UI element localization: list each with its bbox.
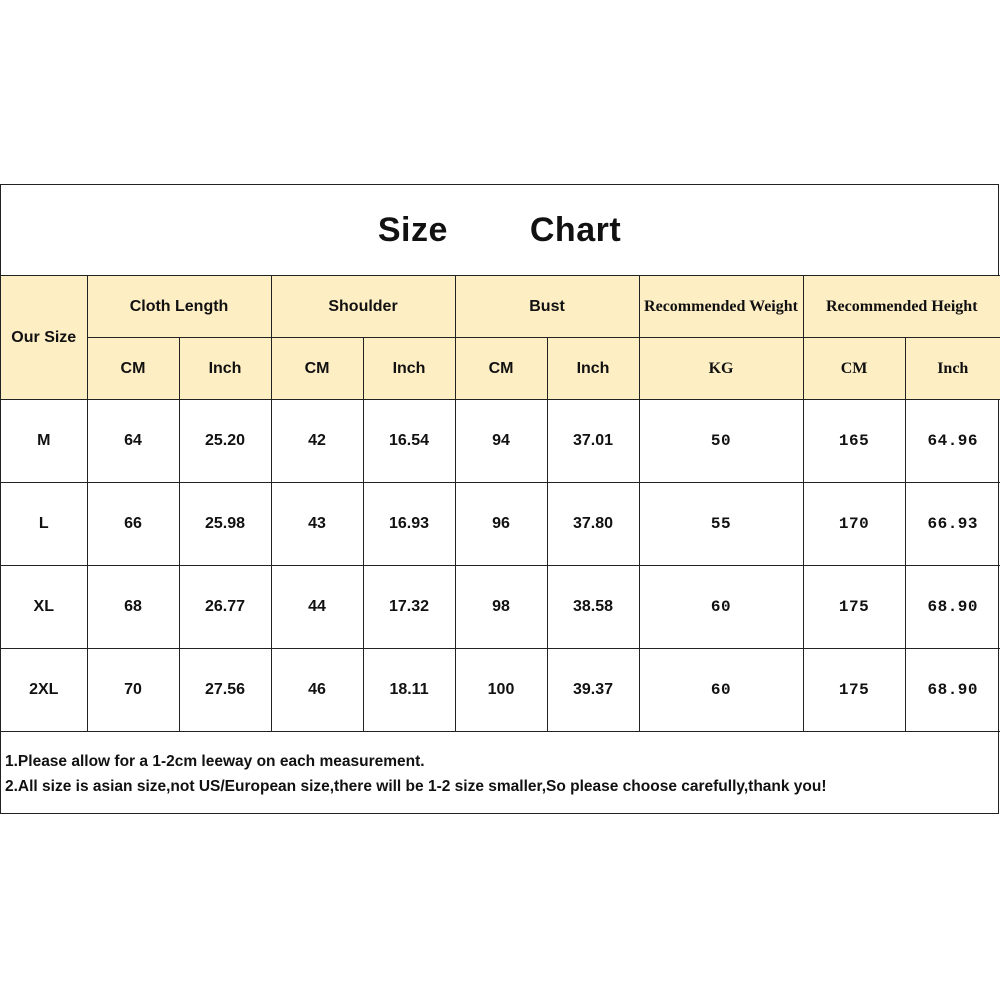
- cell-bust-inch: 38.58: [547, 566, 639, 649]
- col-bust: Bust: [455, 276, 639, 338]
- cell-length-inch: 25.98: [179, 483, 271, 566]
- cell-bust-inch: 37.01: [547, 400, 639, 483]
- col-cloth-length: Cloth Length: [87, 276, 271, 338]
- cell-height-cm: 170: [803, 483, 905, 566]
- size-table: [1, 275, 1000, 732]
- cell-bust-inch: 37.80: [547, 483, 639, 566]
- cell-length-cm: 66: [87, 483, 179, 566]
- title-word-chart: Chart: [529, 210, 622, 249]
- unit-length-inch: Inch: [179, 338, 271, 400]
- unit-bust-inch: Inch: [547, 338, 639, 400]
- title-word-size: Size: [377, 210, 448, 249]
- size-chart: [0, 184, 999, 814]
- size-notes: [5, 749, 995, 799]
- cell-size: M: [1, 400, 87, 483]
- cell-weight-kg: 55: [639, 483, 803, 566]
- cell-bust-inch: 39.37: [547, 649, 639, 732]
- cell-height-cm: 175: [803, 566, 905, 649]
- cell-length-inch: 27.56: [179, 649, 271, 732]
- cell-size: XL: [1, 566, 87, 649]
- table-row: [1, 649, 1000, 732]
- col-recommended-weight: Recommended Weight: [639, 276, 803, 338]
- note-leeway: 1.Please allow for a 1-2cm leeway on each measurement.: [5, 753, 425, 770]
- unit-weight-kg: KG: [639, 338, 803, 400]
- cell-bust-cm: 96: [455, 483, 547, 566]
- cell-shoulder-inch: 18.11: [363, 649, 455, 732]
- unit-shoulder-cm: CM: [271, 338, 363, 400]
- cell-weight-kg: 50: [639, 400, 803, 483]
- table-row: [1, 566, 1000, 649]
- cell-height-inch: 68.90: [905, 649, 1000, 732]
- cell-shoulder-cm: 44: [271, 566, 363, 649]
- cell-height-inch: 68.90: [905, 566, 1000, 649]
- cell-height-cm: 165: [803, 400, 905, 483]
- cell-size: 2XL: [1, 649, 87, 732]
- cell-size: L: [1, 483, 87, 566]
- cell-shoulder-inch: 16.93: [363, 483, 455, 566]
- cell-weight-kg: 60: [639, 649, 803, 732]
- unit-height-inch: Inch: [905, 338, 1000, 400]
- unit-height-cm: CM: [803, 338, 905, 400]
- cell-length-cm: 64: [87, 400, 179, 483]
- col-recommended-height: Recommended Height: [803, 276, 1000, 338]
- cell-height-inch: 66.93: [905, 483, 1000, 566]
- cell-height-cm: 175: [803, 649, 905, 732]
- cell-bust-cm: 94: [455, 400, 547, 483]
- cell-length-cm: 70: [87, 649, 179, 732]
- cell-shoulder-cm: 43: [271, 483, 363, 566]
- cell-length-inch: 25.20: [179, 400, 271, 483]
- cell-shoulder-cm: 46: [271, 649, 363, 732]
- unit-length-cm: CM: [87, 338, 179, 400]
- cell-shoulder-inch: 16.54: [363, 400, 455, 483]
- note-asian-size: 2.All size is asian size,not US/European size,there will be 1-2 size smaller,So please choose carefully,thank you!: [5, 778, 827, 795]
- unit-shoulder-inch: Inch: [363, 338, 455, 400]
- cell-bust-cm: 100: [455, 649, 547, 732]
- cell-height-inch: 64.96: [905, 400, 1000, 483]
- col-shoulder: Shoulder: [271, 276, 455, 338]
- cell-shoulder-cm: 42: [271, 400, 363, 483]
- cell-shoulder-inch: 17.32: [363, 566, 455, 649]
- cell-bust-cm: 98: [455, 566, 547, 649]
- table-row: [1, 400, 1000, 483]
- chart-title: [1, 185, 998, 275]
- table-row: [1, 483, 1000, 566]
- cell-length-cm: 68: [87, 566, 179, 649]
- cell-length-inch: 26.77: [179, 566, 271, 649]
- cell-weight-kg: 60: [639, 566, 803, 649]
- col-our-size: Our Size: [1, 276, 87, 400]
- unit-bust-cm: CM: [455, 338, 547, 400]
